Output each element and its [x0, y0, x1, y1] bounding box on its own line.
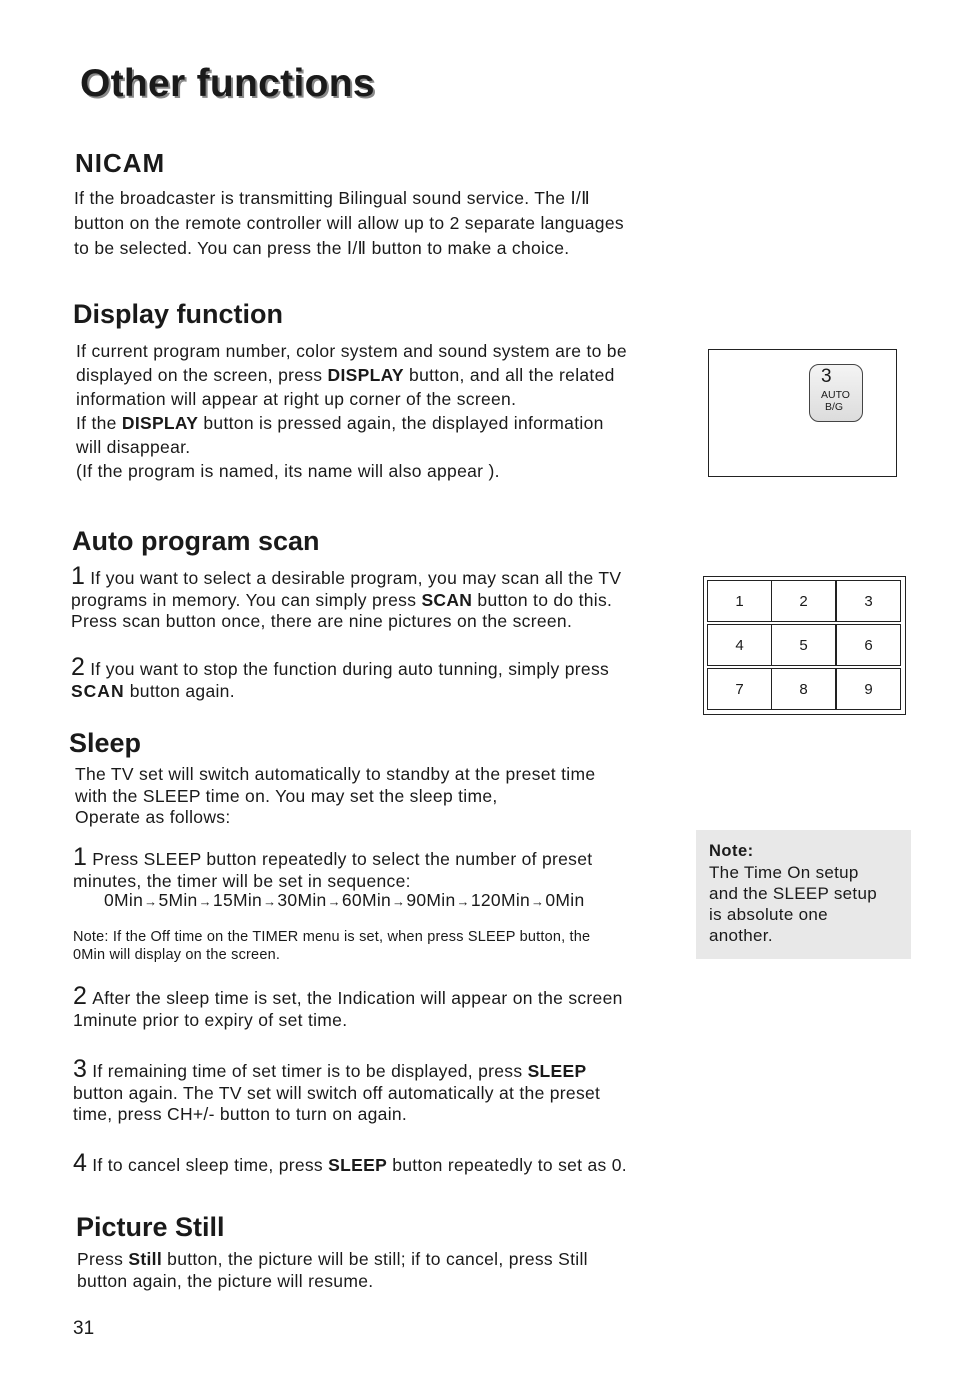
step-number: 4: [73, 1149, 88, 1177]
note-title: Note:: [709, 842, 754, 860]
grid-cell: 1: [707, 580, 772, 622]
nicam-line: button on the remote controller will allow up to 2 separate languages: [74, 213, 624, 233]
sleep-timer-note: [73, 928, 693, 964]
still-paragraph: [77, 1249, 697, 1292]
sleep-heading: Sleep: [69, 728, 142, 758]
sequence-item: 5Min: [158, 890, 198, 910]
display-keyword: DISPLAY: [121, 413, 199, 433]
sequence-item: 0Min: [545, 890, 585, 910]
step-number: 1: [71, 562, 86, 590]
channel-mode: AUTO: [821, 389, 850, 401]
text-run: After the sleep time is set, the Indication will appear on the screen: [92, 988, 623, 1008]
text-run: button is pressed again, the displayed information: [198, 413, 604, 433]
grid-cell: 4: [707, 624, 772, 666]
still-heading: Picture Still: [76, 1212, 225, 1242]
sequence-item: 30Min: [277, 890, 327, 910]
sleep-line: with the SLEEP time on. You may set the sleep time,: [75, 785, 498, 806]
display-line: information will appear at right up corner of the screen.: [76, 389, 517, 409]
text-run: button repeatedly to set as 0.: [387, 1155, 627, 1175]
grid-cell: 9: [836, 668, 901, 710]
text-run: displayed on the screen, press: [76, 365, 328, 385]
sleep-step-1: [73, 843, 693, 892]
nicam-line: If the broadcaster is transmitting Bilingual sound service. The Ⅰ/Ⅱ: [74, 188, 591, 208]
sleep-line: 1minute prior to expiry of set time.: [73, 1009, 348, 1030]
sleep-line: time, press CH+/- button to turn on again.: [73, 1104, 408, 1124]
sleep-line: The TV set will switch automatically to standby at the preset time: [75, 764, 596, 784]
sequence-item: 60Min: [341, 890, 392, 910]
sleep-line: [73, 843, 693, 871]
note-text: [709, 862, 904, 946]
sleep-keyword: SLEEP: [527, 1061, 587, 1081]
sequence-item: 120Min: [470, 890, 531, 910]
page-title: Other functions: [80, 62, 375, 105]
display-heading: Display function: [73, 299, 284, 329]
sleep-intro: [75, 764, 695, 829]
scan-paragraph-2: [71, 653, 691, 702]
text-run: Press: [77, 1249, 129, 1269]
scan-heading: Auto program scan: [72, 526, 320, 556]
scan-line: [71, 653, 691, 681]
text-run: button again.: [124, 680, 235, 701]
arrow-right-icon: →: [144, 893, 158, 909]
arrow-right-icon: →: [531, 893, 545, 909]
step-number: 2: [73, 982, 88, 1010]
scan-paragraph-1: [71, 562, 691, 633]
text-run: If you want to stop the function during auto tunning, simply press: [90, 659, 610, 679]
text-run: If to cancel sleep time, press: [92, 1155, 329, 1175]
sleep-line: [73, 1055, 693, 1083]
arrow-right-icon: →: [327, 893, 341, 909]
display-line: If current program number, color system and sound system are to be: [76, 341, 627, 361]
grid-cell: 7: [707, 668, 772, 710]
arrow-right-icon: →: [263, 893, 277, 909]
note-line: another.: [709, 926, 773, 945]
step-number: 3: [73, 1055, 88, 1083]
sleep-line: minutes, the timer will be set in sequence:: [73, 870, 411, 891]
step-number: 1: [73, 843, 88, 871]
display-keyword: DISPLAY: [327, 365, 404, 385]
scan-keyword: SCAN: [71, 680, 125, 701]
note-line: and the SLEEP setup: [709, 884, 877, 903]
sleep-step-4: [73, 1149, 713, 1177]
scan-line: [71, 590, 691, 612]
display-line: (If the program is named, its name will also appear ).: [76, 461, 500, 481]
text-run: button to do this.: [472, 589, 613, 610]
arrow-right-icon: →: [456, 893, 470, 909]
step-number: 2: [71, 653, 86, 681]
nicam-heading: NICAM: [75, 148, 166, 178]
text-run: If you want to select a desirable program, you may scan all the TV: [90, 568, 622, 588]
note-line: is absolute one: [709, 905, 828, 924]
display-line: will disappear.: [76, 437, 191, 457]
sleep-sequence: [104, 890, 585, 911]
grid-cell: 5: [771, 624, 836, 666]
sleep-line: [73, 982, 693, 1010]
screen-diagram: [708, 349, 897, 477]
channel-system: B/G: [825, 401, 844, 413]
grid-cell: 8: [771, 668, 836, 710]
note-line: The Time On setup: [709, 863, 859, 882]
grid-cell: 6: [836, 624, 901, 666]
sleep-step-2: [73, 982, 693, 1031]
display-paragraph: [76, 339, 696, 483]
text-run: button, the picture will be still; if to cancel, press Still: [162, 1249, 588, 1269]
grid-cell: 2: [771, 580, 836, 622]
still-line: button again, the picture will resume.: [77, 1270, 374, 1291]
sleep-line: button again. The TV set will switch off automatically at the preset: [73, 1082, 601, 1103]
scan-line: [71, 562, 691, 590]
scan-keyword: SCAN: [421, 589, 473, 610]
sleep-line: [73, 1149, 713, 1177]
sleep-keyword: SLEEP: [328, 1155, 388, 1175]
scan-line: [71, 681, 691, 703]
nicam-line: to be selected. You can press the Ⅰ/Ⅱ button to make a choice.: [74, 238, 570, 258]
note-line: Note: If the Off time on the TIMER menu is set, when press SLEEP button, the: [73, 929, 591, 945]
grid-cell: 3: [836, 580, 901, 622]
text-run: button, and all the related: [403, 365, 615, 385]
arrow-right-icon: →: [392, 893, 406, 909]
still-keyword: Still: [128, 1249, 162, 1269]
text-run: If the: [76, 413, 122, 433]
still-line: [77, 1249, 697, 1271]
sequence-item: 0Min: [104, 890, 144, 910]
sleep-step-3: [73, 1055, 693, 1126]
arrow-right-icon: →: [198, 893, 212, 909]
display-line: [76, 411, 696, 435]
text-run: If remaining time of set timer is to be displayed, press: [92, 1061, 528, 1081]
sequence-item: 15Min: [212, 890, 263, 910]
page-number: 31: [73, 1318, 95, 1339]
sleep-line: Operate as follows:: [75, 807, 231, 827]
nicam-paragraph: [74, 186, 714, 261]
channel-number: 3: [821, 366, 832, 387]
display-line: [76, 363, 696, 387]
text-run: programs in memory. You can simply press: [71, 589, 422, 610]
text-run: Press SLEEP button repeatedly to select the number of preset: [92, 849, 593, 869]
note-line: 0Min will display on the screen.: [73, 947, 281, 963]
scan-line: Press scan button once, there are nine pictures on the screen.: [71, 611, 573, 631]
sequence-item: 90Min: [406, 890, 456, 910]
